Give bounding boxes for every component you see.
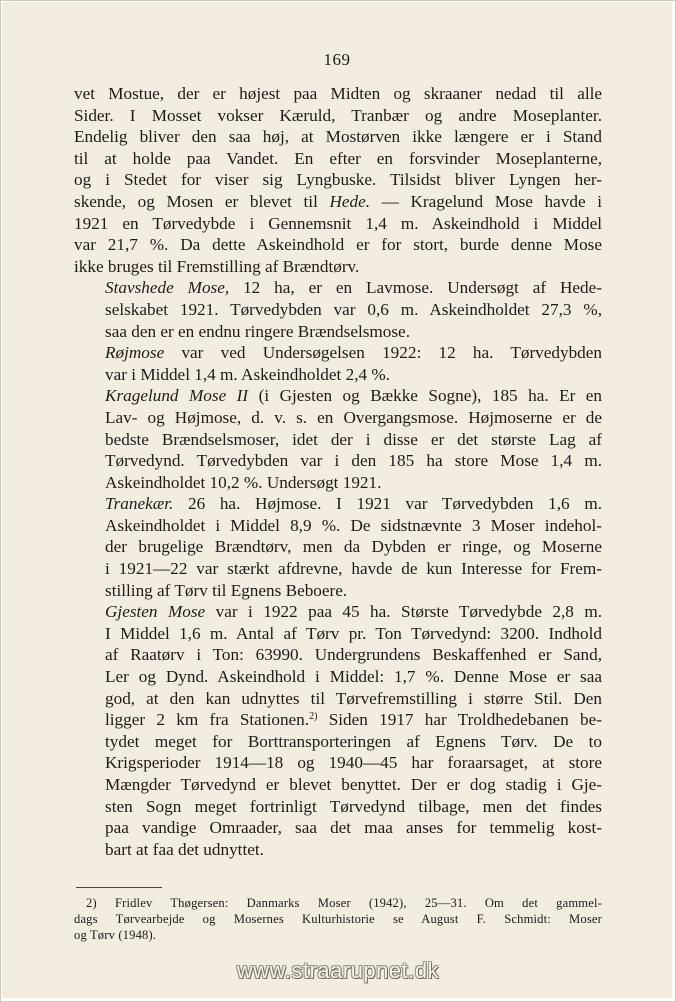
text-line (74, 342, 602, 364)
text-line (74, 277, 602, 299)
text-line (74, 493, 602, 515)
text-segment: 26 ha. Højmose. I 1921 var Tørvedybden 1,6 m. (173, 494, 602, 514)
text-segment: sten Sogn meget fortrinligt Tørvedynd tilbage, men det findes (105, 796, 602, 816)
text-line (74, 429, 602, 451)
text-segment: ikke bruges til Fremstilling af Brændtørv. (74, 256, 360, 276)
text-segment: ligger 2 km fra Stationen. (105, 710, 310, 730)
italic-text: Hede. (329, 191, 371, 211)
text-segment: af Raatørv i Ton: 63990. Undergrundens Beskaffenhed er Sand, (105, 645, 602, 665)
text-line (74, 644, 602, 666)
text-segment: Sider. I Mosset vokser Kæruld, Tranbær og andre Moseplanter. (74, 105, 602, 125)
italic-text: Gjesten Mose (105, 602, 206, 622)
text-line (74, 472, 602, 494)
paragraph (74, 277, 602, 342)
text-line (74, 817, 602, 839)
paragraph (74, 601, 602, 860)
text-segment: Lav- og Højmose, d. v. s. en Overgangsmose. Højmoserne er de (105, 407, 602, 427)
text-line (74, 126, 602, 148)
text-segment: stilling af Tørv til Egnens Beboere. (105, 580, 348, 600)
footnote (74, 895, 602, 943)
text-line (74, 709, 602, 731)
text-segment: tydet meget for Borttransporteringen af Egnens Tørv. De to (105, 731, 602, 751)
text-line (74, 321, 602, 343)
text-segment: skende, og Mosen er blevet til (74, 191, 330, 211)
text-segment: paa vandige Omraader, saa det maa anses for temmelig kost- (105, 818, 602, 838)
text-line (74, 83, 602, 105)
text-line (74, 623, 602, 645)
text-segment: og i Stedet for viser sig Lyngbuske. Tilsidst bliver Lyngen her- (74, 170, 602, 190)
footnote-line: 2) Fridlev Thøgersen: Danmarks Moser (1942), 25—31. Om det gammel- (86, 896, 602, 910)
text-line (74, 385, 602, 407)
text-segment: der brugelige Brændtørv, men da Dybden er ringe, og Moserne (105, 537, 602, 557)
text-segment: Askeindholdet i Middel 8,9 %. De sidstnævnte 3 Moser indehol- (105, 515, 602, 535)
text-segment: bedste Brændselsmoser, idet der i disse er det største Lag af (105, 429, 602, 449)
text-segment: god, at den kan udnyttes til Tørvefremstilling i større Stil. Den (105, 688, 602, 708)
text-line (74, 407, 602, 429)
text-segment: var i Middel 1,4 m. Askeindholdet 2,4 %. (105, 364, 390, 384)
text-line (74, 450, 602, 472)
text-line (74, 774, 602, 796)
text-segment: saa den er en endnu ringere Brændselsmose. (105, 321, 410, 341)
text-segment: Askeindholdet 10,2 %. Undersøgt 1921. (105, 472, 382, 492)
text-segment: selskabet 1921. Tørvedybden var 0,6 m. Askeindholdet 27,3 %, (105, 299, 602, 319)
book-page (2, 2, 672, 998)
text-segment: var i 1922 paa 45 ha. Største Tørvedybde 2,8 m. (205, 602, 602, 622)
text-segment: vet Mostue, der er højest paa Midten og skraaner nedad til alle (74, 84, 602, 103)
text-line (74, 601, 602, 623)
text-segment: I Middel 1,6 m. Antal af Tørv pr. Ton Tørvedynd: 3200. Indhold (105, 623, 602, 643)
text-line (74, 731, 602, 753)
text-segment: (i Gjesten og Bække Sogne), 185 ha. Er en (248, 386, 603, 406)
italic-text: Stavshede Mose, (105, 278, 230, 298)
italic-text: Kragelund Mose II (105, 386, 249, 406)
text-line (74, 536, 602, 558)
page-number: 169 (323, 50, 351, 69)
paragraph (74, 493, 602, 601)
footnote-separator (76, 887, 162, 888)
italic-text: Tranekær. (105, 494, 174, 514)
paragraph (74, 83, 602, 277)
text-line (74, 191, 602, 213)
text-segment: Tørvedynd. Tørvedybden var i den 185 ha store Mose 1,4 m. (105, 451, 602, 471)
text-segment: Krigsperioder 1914—18 og 1940—45 har foraarsaget, at store (105, 753, 602, 773)
text-line (74, 213, 602, 235)
text-segment: 12 ha, er en Lavmose. Undersøgt af Hede- (229, 278, 602, 298)
text-segment: var 21,7 %. Da dette Askeindhold er for stort, burde denne Mose (74, 235, 602, 255)
footnote-line: og Tørv (1948). (74, 928, 157, 942)
text-line (74, 256, 602, 278)
text-line (74, 234, 602, 256)
text-line (74, 580, 602, 602)
text-line (74, 839, 602, 861)
text-line (74, 148, 602, 170)
footnote-marker: 2) (309, 711, 318, 723)
paragraph (74, 385, 602, 493)
text-line (74, 299, 602, 321)
footnote-line: dags Tørvearbejde og Mosernes Kulturhistorie se August F. Schmidt: Moser (74, 912, 602, 926)
text-line (74, 364, 602, 386)
text-segment: bart at faa det udnyttet. (105, 839, 264, 859)
text-segment: Siden 1917 har Troldhedebanen be- (317, 710, 602, 730)
text-segment: Ler og Dynd. Askeindhold i Middel: 1,7 %. Denne Mose er saa (105, 667, 602, 687)
text-segment: 1921 en Tørvedybde i Gennemsnit 1,4 m. Askeindhold i Middel (74, 213, 602, 233)
paragraph (74, 342, 602, 385)
text-line (74, 666, 602, 688)
text-segment: Endelig bliver den saa høj, at Mostørven ikke længere er i Stand (74, 127, 602, 147)
text-line (74, 796, 602, 818)
text-line (74, 558, 602, 580)
text-segment: var ved Undersøgelsen 1922: 12 ha. Tørvedybden (164, 343, 602, 363)
text-segment: — Kragelund Mose havde i (370, 191, 602, 211)
text-segment: Mængder Tørvedynd er blevet benyttet. Der er dog stadig i Gje- (105, 775, 602, 794)
watermark: www.straarupnet.dk (236, 958, 440, 983)
text-line (74, 105, 602, 127)
text-line (74, 752, 602, 774)
text-line (74, 688, 602, 710)
italic-text: Røjmose (105, 343, 165, 363)
text-segment: til at holde paa Vandet. En efter en forsvinder Moseplanterne, (74, 148, 602, 168)
text-segment: i 1921—22 var stærkt afdrevne, havde de kun Interesse for Frem- (105, 559, 602, 579)
body-text (74, 83, 602, 860)
text-line (74, 515, 602, 537)
text-line (74, 169, 602, 191)
